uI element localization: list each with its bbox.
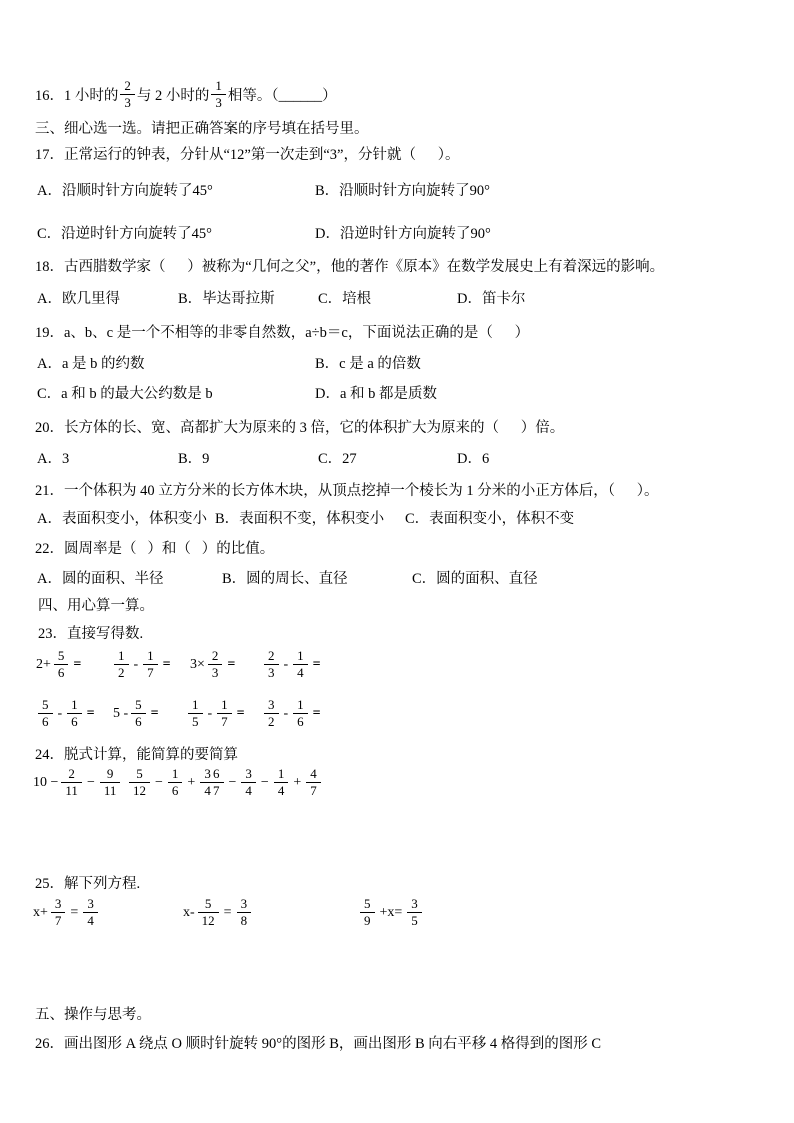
fraction: $\frac{1}{5}$ [188,697,203,731]
q25-eq-1: x+ $\frac{3}{7}$ = $\frac{3}{4}$ [33,896,100,930]
fraction: $\frac{2}{3}$ [264,648,279,682]
section-4-title: 四、用心算一算。 [38,598,154,614]
q17-option-b: B．沿顺时针方向旋转了90° [315,183,490,199]
fraction: $\frac{3}{8}$ [237,896,252,930]
fraction: $\frac{5}{6}$ [131,697,146,731]
q20-option-b: B．9 [178,451,210,467]
fraction: $\frac{5}{9}$ [360,896,375,930]
q22-option-c: C．圆的面积、直径 [412,571,538,587]
fraction: $\frac{1}{3}$ [211,78,226,112]
q18-option-b: B．毕达哥拉斯 [178,291,275,307]
question-25-title: 25．解下列方程. [35,876,141,892]
fraction: $\frac{5}{12}$ [198,896,219,930]
q25-eq-2: x- $\frac{5}{12}$ = $\frac{3}{8}$ [183,896,253,930]
fraction: $\frac{1}{2}$ [114,648,129,682]
q23-expr-4: $\frac{2}{3}$ - $\frac{1}{4}$ = [262,648,321,682]
q19-option-b: B．c 是 a 的倍数 [315,356,421,372]
fraction: $\frac{1}{4}$ [274,766,289,800]
q16-mid: 与 2 小时的 [136,88,210,105]
q21-option-c: C．表面积变小，体积不变 [405,511,575,527]
question-20-stem: 20．长方体的长、宽、高都扩大为原来的 3 倍，它的体积扩大为原来的（ ）倍。 [35,420,565,436]
q24-expr-1: 10 − $\frac{2}{11}$ − $\frac{9}{11}$ [33,766,122,800]
q19-option-a: A．a 是 b 的约数 [37,356,145,372]
question-24-title: 24．脱式计算，能简算的要简算 [35,747,238,763]
fraction: $\frac{5}{6}$ [38,697,53,731]
q22-option-b: B．圆的周长、直径 [222,571,348,587]
fraction: $\frac{1}{6}$ [168,766,183,800]
fraction: $\frac{3}{4}$ [241,766,256,800]
fraction: $\frac{2}{11}$ [61,766,82,800]
q23-expr-6: 5 - $\frac{5}{6}$ = [113,697,159,730]
fraction: $\frac{5}{6}$ [54,648,69,682]
section-5-title: 五、操作与思考。 [35,1007,151,1023]
fraction: $\frac{6}{7}$ [209,766,224,800]
q20-option-d: D．6 [457,451,490,467]
q23-expr-7: $\frac{1}{5}$ - $\frac{1}{7}$ = [186,697,245,731]
q23-expr-8: $\frac{3}{2}$ - $\frac{1}{6}$ = [262,697,321,731]
q23-expr-5: $\frac{5}{6}$ - $\frac{1}{6}$ = [36,697,95,731]
fraction: $\frac{1}{7}$ [143,648,158,682]
fraction: $\frac{1}{6}$ [67,697,82,731]
q17-option-a: A．沿顺时针方向旋转了45° [37,183,213,199]
fraction: $\frac{3}{7}$ [51,896,66,930]
q24-expr-2: $\frac{5}{12}$ − $\frac{1}{6}$ + $\frac{3}{4}$ [127,766,217,800]
question-22-stem: 22．圆周率是（ ）和（ ）的比值。 [35,541,275,557]
question-19-stem: 19．a、b、c 是一个不相等的非零自然数，a÷b＝c，下面说法正确的是（ ） [35,325,530,341]
question-16 [35,78,337,112]
fraction: $\frac{3}{2}$ [264,697,279,731]
q25-eq-3: $\frac{5}{9}$ +x= $\frac{3}{5}$ [358,896,424,930]
fraction: $\frac{3}{4}$ [83,896,98,930]
question-23-title: 23．直接写得数. [38,626,144,642]
q24-expr-3: $\frac{6}{7}$ − $\frac{3}{4}$ − $\frac{1}{4}$ + $\frac{4}{7}$ [207,766,323,800]
q17-option-d: D．沿逆时针方向旋转了90° [315,226,491,242]
fraction: $\frac{1}{4}$ [293,648,308,682]
fraction: $\frac{3}{4}$ [200,766,215,800]
q21-option-b: B．表面积不变，体积变小 [215,511,385,527]
q23-expr-3: 3× $\frac{2}{3}$ = [190,648,236,681]
fraction: $\frac{4}{7}$ [306,766,321,800]
question-21-stem: 21．一个体积为 40 立方分米的长方体木块，从顶点挖掉一个棱长为 1 分米的小正方体后，（ ）。 [35,483,659,499]
q20-option-c: C．27 [318,451,357,467]
q17-option-c: C．沿逆时针方向旋转了45° [37,226,212,242]
question-26-stem: 26．画出图形 A 绕点 O 顺时针旋转 90°的图形 B，画出图形 B 向右平移 4 格得到的图形 C [35,1036,602,1052]
q20-option-a: A．3 [37,451,70,467]
q16-lead: 16．1 小时的 [35,88,119,105]
fraction: $\frac{1}{7}$ [217,697,232,731]
question-17-stem: 17．正常运行的钟表，分针从“12”第一次走到“3”，分针就（ ）。 [35,147,460,163]
fraction: $\frac{3}{5}$ [407,896,422,930]
q18-option-a: A．欧几里得 [37,291,120,307]
q23-expr-1: 2+ $\frac{5}{6}$ = [36,648,82,681]
q19-option-c: C．a 和 b 的最大公约数是 b [37,386,213,402]
q18-option-c: C．培根 [318,291,372,307]
question-18-stem: 18．古西腊数学家（ ）被称为“几何之父”，他的著作《原本》在数学发展史上有着深远的影响。 [35,259,665,275]
fraction: $\frac{1}{6}$ [293,697,308,731]
q19-option-d: D．a 和 b 都是质数 [315,386,438,402]
fraction: $\frac{9}{11}$ [100,766,121,800]
q18-option-d: D．笛卡尔 [457,291,526,307]
section-3-title: 三、细心选一选。请把正确答案的序号填在括号里。 [35,121,369,137]
fraction: $\frac{2}{3}$ [120,78,135,112]
q16-tail: 相等。（______） [227,88,337,105]
q23-expr-2: $\frac{1}{2}$ - $\frac{1}{7}$ = [112,648,171,682]
fraction: $\frac{2}{3}$ [208,648,223,682]
q21-option-a: A．表面积变小，体积变小 [37,511,207,527]
q22-option-a: A．圆的面积、半径 [37,571,164,587]
fraction: $\frac{5}{12}$ [129,766,150,800]
